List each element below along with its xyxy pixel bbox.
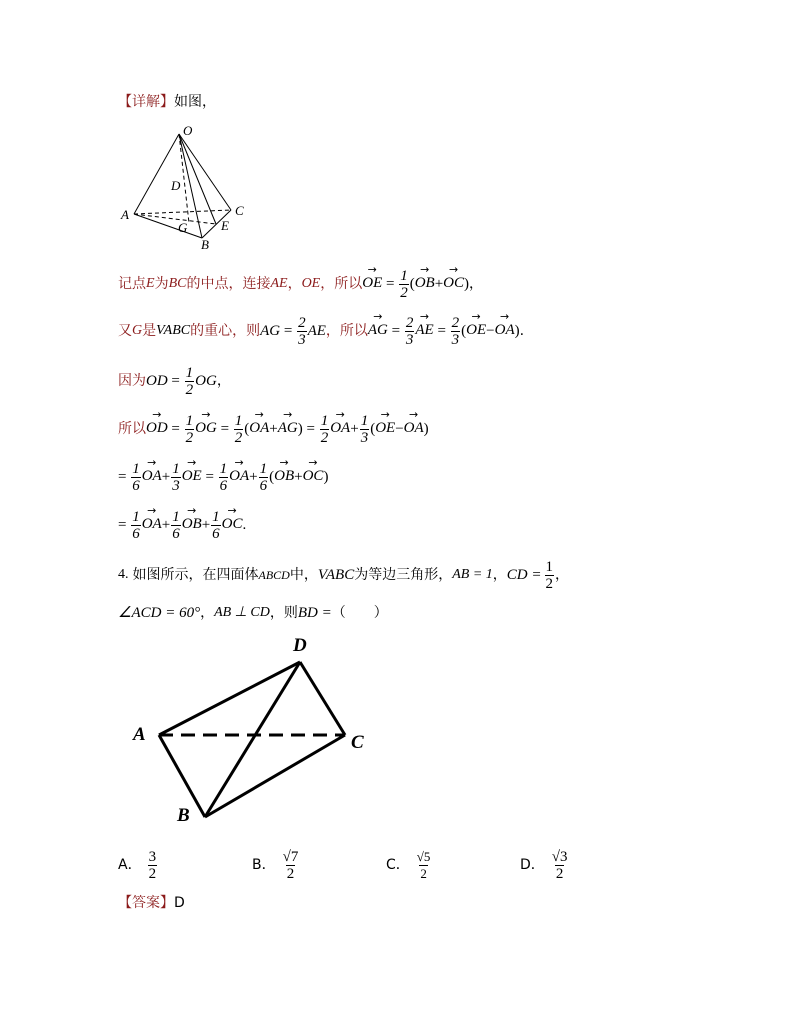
option-b[interactable] (252, 844, 300, 886)
detail-line-6 (118, 506, 246, 544)
l1-mid1: 为 (154, 276, 169, 292)
detail-line-5 (118, 458, 328, 496)
detail-line-3: 因为 OD = $\frac{1}{2}$ OG ， (118, 364, 231, 398)
l1-formula: → OE = $\frac{1}{2}$ (→ OB+→ OC) (362, 268, 469, 301)
l2-g: G (132, 323, 143, 338)
problem-answer-blank: （ ） (331, 605, 388, 621)
problem-abcd: ABCD (258, 568, 290, 582)
tetrahedron-figure (115, 120, 255, 255)
option-a[interactable] (118, 844, 158, 886)
l2-triangle: VABC (156, 323, 191, 338)
problem-perp: AB ⊥ CD (214, 605, 270, 620)
problem-4-line-1: 4. 如图所示，在四面体 ABCD 中， VABC 为等边三角形， AB = 1 ， CD = $\frac{1}{2}$ ， (118, 558, 570, 592)
l5-formula: = $\frac{1}{6}$ → OA+ $\frac{1}{3}$ → OE = $\frac{1}{6}$ → OA+ $\frac{1}{6}$ (→ OB+→ OC) (118, 461, 328, 494)
option-a-den: 2 (148, 865, 157, 882)
fig1-label-C: C (235, 203, 244, 218)
l3-formula: OD = $\frac{1}{2}$ OG (146, 364, 217, 398)
fig2-label-B: B (177, 805, 190, 826)
option-b-letter: B． (252, 857, 276, 873)
problem-angle: ∠ACD = 60° (118, 605, 201, 621)
detail-line-1: 记点 E 为 BC 的中点，连接 AE ， OE ，所以 → OE = $\frac{1}{2}$ (→ OB+→ OC) ， (118, 266, 483, 302)
option-d-letter: D． (520, 857, 545, 873)
option-d[interactable] (520, 844, 570, 886)
l1-oe: OE (301, 276, 321, 291)
l2-pre: 又 (118, 323, 132, 339)
option-c[interactable] (386, 844, 432, 886)
l2-mid1: 是 (142, 323, 157, 339)
problem-bd: BD = (297, 605, 332, 621)
l1-bc: BC (168, 276, 187, 291)
problem-4-line-2: ∠ACD = 60° ， AB ⊥ CD ，则 BD = （ ） (118, 605, 388, 621)
option-d-den: 2 (555, 865, 564, 882)
l3-pre: 因为 (118, 373, 146, 389)
problem-text2: 中， (289, 567, 318, 583)
option-b-num: √7 (282, 848, 299, 865)
fig1-label-D: D (171, 178, 181, 193)
problem-text3: 为等边三角形， (354, 567, 453, 583)
l4-formula: → OD = $\frac{1}{2}$ → OG = $\frac{1}{2}$ (→ OA+→ AG) = $\frac{1}{2}$ → OA+ $\frac{1}{3}$ (→ OE−→ OA) (146, 413, 429, 446)
answer-heading: 【答案】 (118, 895, 174, 911)
l1-e: E (146, 276, 155, 291)
detail-line-2: 又 G 是 VABC 的重心，则 AG = $\frac{2}{3}$ AE ，所以 → AG = $\frac{2}{3}$ → AE = $\frac{2}{3}$ (→ OE−→ OA) . (118, 312, 524, 350)
problem-text4: ，则 (269, 605, 298, 621)
l2-ag-formula: AG = $\frac{2}{3}$ AE (260, 314, 326, 348)
l1-pre: 记点 (118, 276, 146, 292)
l1-mid2: 的中点，连接 (186, 276, 271, 292)
problem-number: 4. (118, 567, 129, 582)
fig1-label-O: O (183, 123, 193, 138)
l2-vec-formula: → AG = $\frac{2}{3}$ → AE = $\frac{2}{3}$ (→ OE−→ OA) (368, 315, 520, 348)
option-c-letter: C． (386, 857, 410, 873)
option-a-num: 3 (148, 848, 157, 865)
tetrahedron-abcd-figure (125, 628, 385, 833)
l6-formula: = $\frac{1}{6}$ → OA+ $\frac{1}{6}$ → OB+ $\frac{1}{6}$ → OC. (118, 509, 246, 542)
option-c-num: √5 (416, 848, 431, 864)
answer-value: D (174, 895, 185, 911)
l4-pre: 所以 (118, 421, 146, 437)
problem-cd-eq: CD = (506, 567, 542, 583)
problem-text1: 如图所示，在四面体 (132, 567, 259, 583)
answer-line (118, 893, 185, 913)
l1-post: ，所以 (320, 276, 363, 292)
fig2-label-A: A (133, 724, 146, 745)
problem-triangle: VABC (317, 567, 355, 583)
option-a-letter: A． (118, 857, 142, 873)
l2-mid2: 的重心，则 (190, 323, 261, 339)
fig1-label-E: E (221, 218, 229, 233)
fig2-label-D: D (293, 635, 307, 656)
fig1-label-A: A (121, 207, 129, 222)
detail-heading: 【详解】 (118, 94, 174, 110)
fig2-label-C: C (351, 732, 364, 753)
detail-heading-line (118, 92, 216, 112)
fig1-label-G: G (178, 220, 188, 235)
problem-ab-eq: AB = 1 (452, 567, 493, 582)
l1-ae: AE (270, 276, 288, 291)
l1-sep: ， (287, 276, 302, 292)
fig1-label-B: B (201, 237, 209, 252)
option-b-den: 2 (286, 865, 295, 882)
detail-line-4 (118, 410, 429, 448)
option-d-num: √3 (551, 848, 568, 865)
detail-intro: 如图， (174, 94, 216, 110)
option-c-den: 2 (420, 865, 427, 881)
l2-post: ，所以 (325, 323, 368, 339)
